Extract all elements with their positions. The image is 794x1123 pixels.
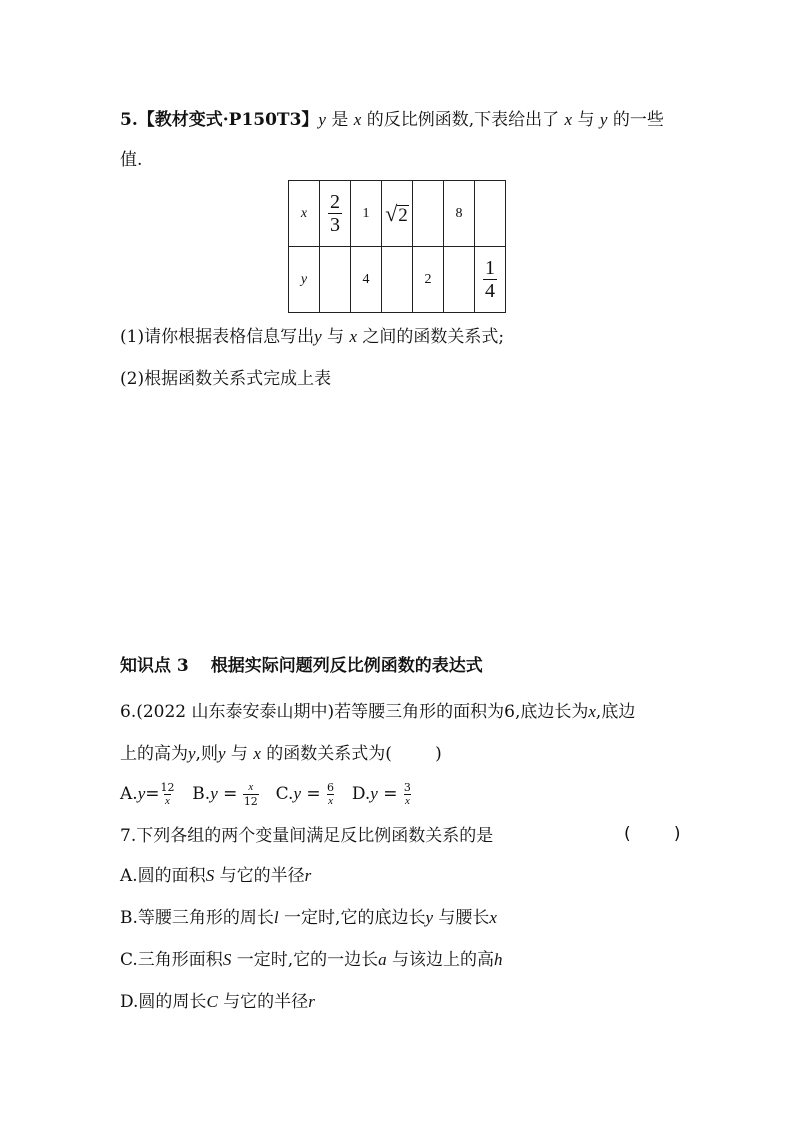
table-row-y: [289, 247, 506, 313]
option-label: A.: [120, 784, 138, 804]
frac-num: 2: [330, 191, 340, 213]
cell-x-1: [320, 181, 351, 247]
option-label: B.: [192, 784, 211, 804]
q6-line2: [120, 742, 442, 766]
frac-den: x: [165, 795, 170, 807]
var-x: x: [588, 702, 596, 721]
q5-sub2: (2)根据函数关系式完成上表: [120, 369, 332, 389]
option-text: 与它的半径: [214, 866, 305, 886]
q5-stem-cont: 值.: [120, 150, 143, 170]
var-y: y: [318, 110, 326, 129]
q5-text: 是: [325, 110, 354, 130]
q5-number: 5.: [120, 110, 138, 130]
frac-den: 3: [330, 214, 340, 236]
cell-x-6: [475, 181, 506, 247]
q5-text: 的一些: [607, 110, 664, 130]
option-text: B.等腰三角形的周长: [120, 908, 274, 928]
frac-num: 3: [403, 781, 411, 794]
section-label: 知识点 3: [120, 656, 189, 676]
option-text: C.三角形面积: [120, 950, 223, 970]
q7-option-b: [120, 906, 497, 930]
fraction-one-quarter: [483, 257, 497, 302]
sqrt-expression: [385, 201, 409, 227]
q7-option-c: [120, 948, 503, 972]
section-title: 根据实际问题列反比例函数的表达式: [210, 656, 483, 676]
cell-x-4: [413, 181, 444, 247]
frac-den: 12: [243, 795, 258, 808]
option-text: 一定时,它的底边长: [278, 908, 426, 928]
var-x: x: [253, 744, 261, 763]
q5-bracket-close: 】: [301, 110, 319, 130]
section-heading: [120, 654, 483, 678]
var-x: x: [489, 908, 497, 927]
option-label: D.: [351, 784, 371, 804]
var-c: C: [206, 992, 218, 1011]
var-y: y: [599, 110, 608, 129]
option-text: 与该边上的高: [386, 950, 495, 970]
q6-line1: [120, 700, 635, 724]
var-y: y: [425, 908, 433, 927]
q5-text: 的反比例函数,下表给出了: [361, 110, 565, 130]
q5-stem: [120, 108, 664, 132]
option-b: [192, 781, 259, 808]
option-d: [351, 781, 412, 807]
q7-option-d: [120, 990, 315, 1014]
var-y: y: [137, 784, 146, 803]
q5-sub1-text: 与: [321, 327, 350, 347]
q5-sub1: [120, 325, 504, 349]
cell-y-2: 4: [351, 247, 382, 313]
cell-y-5: [444, 247, 475, 313]
radicand: 2: [398, 204, 408, 226]
cell-y-6: [475, 247, 506, 313]
var-y: y: [188, 744, 196, 763]
row-label-y: y: [300, 271, 308, 287]
var-y: y: [210, 784, 218, 803]
radical-sign-icon: √: [385, 200, 398, 226]
cell-x-5: 8: [444, 181, 475, 247]
q6-text: ,底边: [595, 702, 636, 722]
q6-text: 6.(2022 山东泰安泰山期中)若等腰三角形的面积为6,底边长为: [120, 702, 589, 722]
cell-y-label: [289, 247, 320, 313]
q6-options: [120, 782, 412, 807]
option-label: C.: [275, 784, 294, 804]
option-text: 与腰长: [433, 908, 490, 928]
q5-text: 与: [572, 110, 600, 130]
var-a: a: [378, 950, 387, 969]
q5-bracket-open: 【: [137, 110, 155, 130]
q7-option-a: [120, 864, 311, 888]
var-x: x: [349, 327, 357, 346]
frac-num: 6: [327, 781, 335, 794]
q5-source: 教材变式·P150T3: [154, 110, 302, 130]
q6-text: 的函数关系式为: [260, 744, 386, 764]
answer-paren: ( ): [385, 744, 442, 764]
option-text: A.圆的面积: [120, 866, 206, 886]
var-r: r: [304, 866, 312, 885]
var-s: S: [222, 950, 232, 969]
row-label-x: x: [300, 205, 308, 221]
option-text: 与它的半径: [217, 992, 309, 1012]
cell-x-2: 1: [351, 181, 382, 247]
q5-sub1-text: (1)请你根据表格信息写出: [120, 327, 315, 347]
option-c: [275, 781, 335, 807]
var-y: y: [314, 327, 322, 346]
var-y: y: [293, 784, 301, 803]
cell-y-4: 2: [413, 247, 444, 313]
var-r: r: [308, 992, 315, 1011]
q7-answer-paren: ( ): [624, 824, 681, 844]
value-table: [288, 180, 506, 313]
frac-den: x: [328, 795, 333, 807]
equals-sign: =: [300, 784, 327, 804]
var-l: l: [273, 908, 279, 927]
frac-num: x: [248, 781, 254, 793]
q5-sub1-text: 之间的函数关系式;: [357, 327, 505, 347]
fraction: [403, 782, 412, 807]
table-row-x: [289, 181, 506, 247]
q6-text: 上的高为: [120, 744, 188, 764]
equals-sign: =: [217, 784, 243, 804]
q6-text: ,则: [195, 744, 218, 764]
frac-num: 12: [160, 781, 175, 794]
cell-y-3: [382, 247, 413, 313]
var-s: S: [205, 866, 215, 885]
fraction: [243, 782, 259, 807]
frac-den: 4: [485, 280, 495, 302]
q7-stem: 7.下列各组的两个变量间满足反比例函数关系的是: [120, 826, 494, 846]
frac-num: 1: [485, 257, 495, 279]
q6-text: 与: [225, 744, 254, 764]
var-x: x: [564, 110, 573, 129]
var-y: y: [217, 744, 226, 763]
equals-sign: =: [377, 784, 403, 804]
cell-y-1: [320, 247, 351, 313]
fraction: [159, 782, 175, 807]
option-text: D.圆的周长: [120, 992, 207, 1012]
frac-den: x: [404, 795, 410, 807]
option-a: [120, 781, 175, 807]
cell-x-label: [289, 181, 320, 247]
fraction-two-thirds: [328, 191, 342, 236]
cell-x-3: [382, 181, 413, 247]
fraction: [326, 782, 335, 807]
var-h: h: [494, 950, 503, 969]
var-x: x: [353, 110, 362, 129]
equals-sign: =: [145, 784, 160, 804]
var-y: y: [370, 784, 378, 803]
option-text: 一定时,它的一边长: [231, 950, 379, 970]
